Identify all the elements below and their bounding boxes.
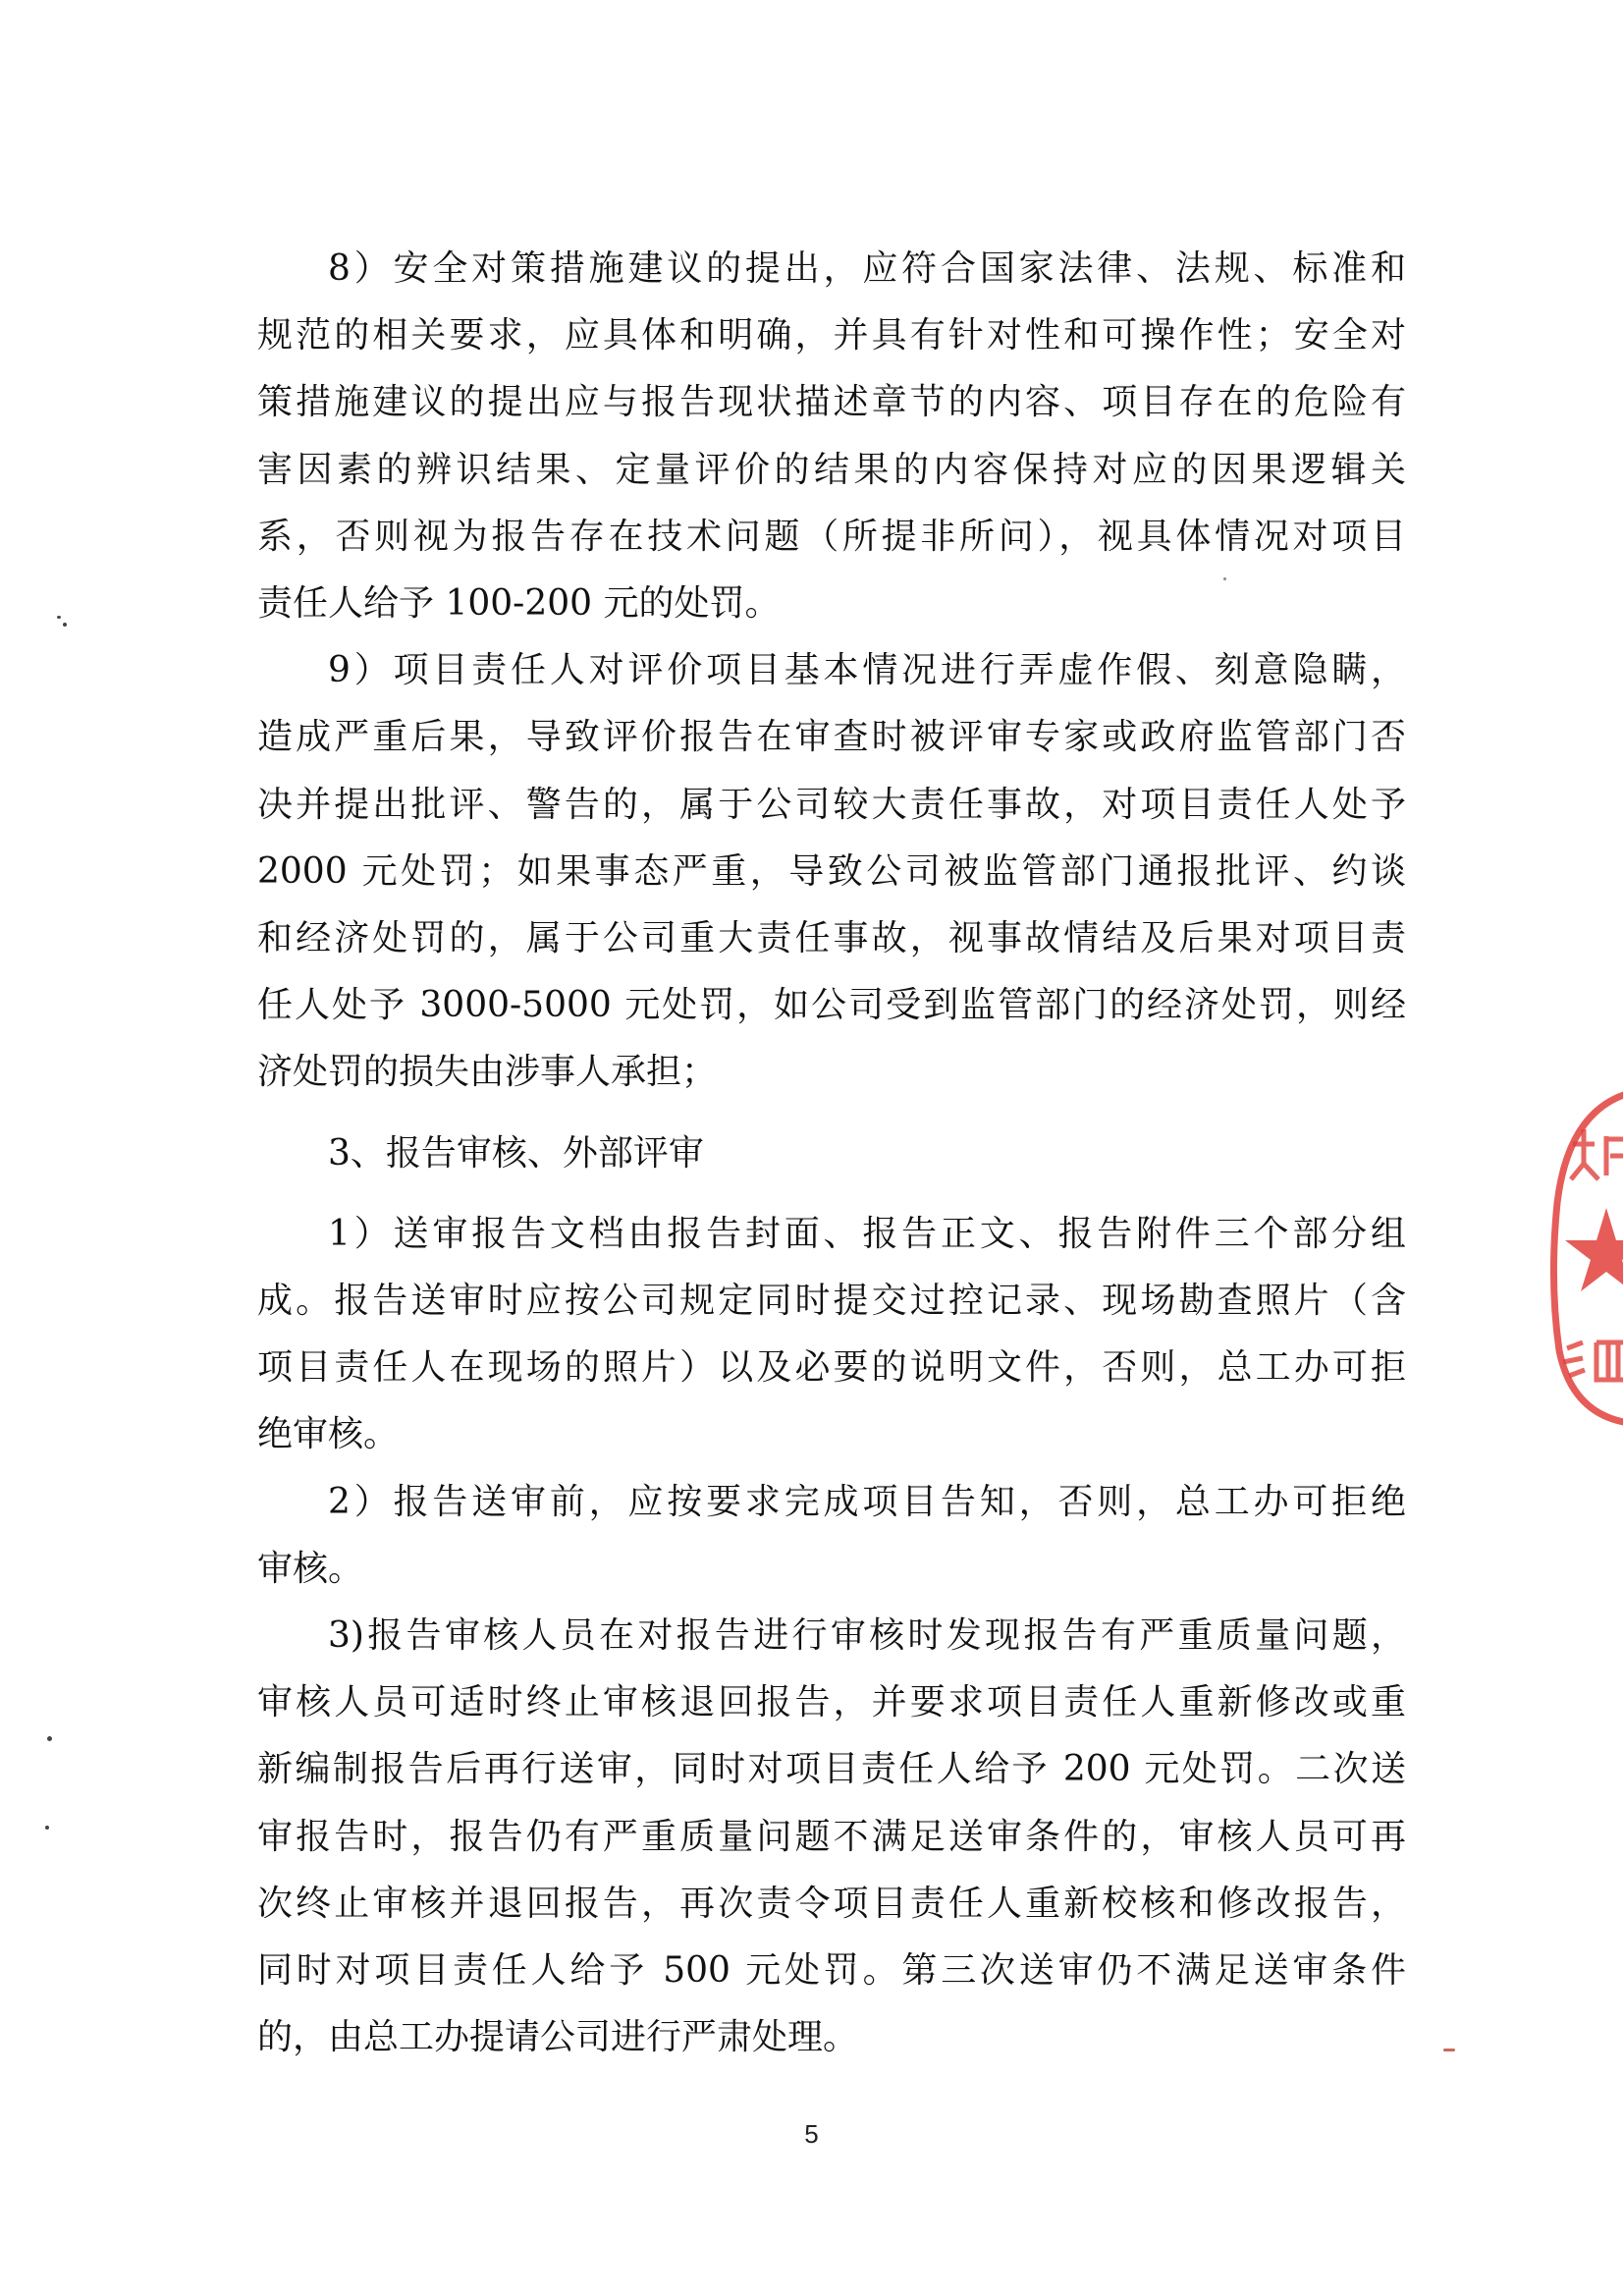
text-line: 规范的相关要求，应具体和明确，并具有针对性和可操作性；安全对 xyxy=(257,315,1406,356)
text-line: 3、报告审核、外部评审 xyxy=(328,1132,704,1174)
paragraph xyxy=(257,1603,1406,2071)
text-line: 8）安全对策措施建议的提出，应符合国家法律、法规、标准和 xyxy=(328,248,1406,289)
section-heading xyxy=(257,1121,1406,1187)
text-line: 次终止审核并退回报告，再次责令项目责任人重新校核和修改报告， xyxy=(257,1883,1406,1924)
scan-speck xyxy=(1223,577,1226,580)
text-line: 和经济处罚的，属于公司重大责任事故，视事故情结及后果对项目责 xyxy=(257,918,1406,959)
text-line: 系，否则视为报告存在技术问题（所提非所问），视具体情况对项目 xyxy=(257,516,1406,557)
text-line: 造成严重后果，导致评价报告在审查时被评审专家或政府监管部门否 xyxy=(257,717,1406,758)
text-line: 责任人给予 100-200 元的处罚。 xyxy=(257,583,781,625)
scan-speck xyxy=(57,616,61,619)
text-line: 同时对项目责任人给予 500 元处罚。第三次送审仍不满足送审条件 xyxy=(257,1950,1406,1992)
text-line: 审核。 xyxy=(257,1548,364,1589)
text-line: 任人处予 3000-5000 元处罚，如公司受到监管部门的经济处罚，则经 xyxy=(257,985,1406,1026)
text-line: 新编制报告后再行送审，同时对项目责任人给予 200 元处罚。二次送 xyxy=(257,1749,1406,1790)
text-line: 2000 元处罚；如果事态严重，导致公司被监管部门通报批评、约谈 xyxy=(257,850,1406,892)
text-line: 3)报告审核人员在对报告进行审核时发现报告有严重质量问题， xyxy=(328,1615,1406,1657)
paragraph xyxy=(257,236,1406,637)
scan-speck xyxy=(47,1736,52,1741)
text-line: 害因素的辨识结果、定量评价的结果的内容保持对应的因果逻辑关 xyxy=(257,449,1406,490)
text-line: 成。报告送审时应按公司规定同时提交过控记录、现场勘查照片（含 xyxy=(257,1281,1406,1322)
text-line: 济处罚的损失由涉事人承担； xyxy=(257,1052,718,1093)
text-line: 绝审核。 xyxy=(257,1414,400,1455)
text-line: 决并提出批评、警告的，属于公司较大责任事故，对项目责任人处予 xyxy=(257,784,1406,825)
text-line: 策措施建议的提出应与报告现状描述章节的内容、项目存在的危险有 xyxy=(257,382,1406,423)
paragraph xyxy=(257,637,1406,1106)
text-line: 审核人员可适时终止审核退回报告，并要求项目责任人重新修改或重 xyxy=(257,1682,1406,1723)
paragraph xyxy=(257,1201,1406,1469)
paragraph xyxy=(257,1469,1406,1603)
company-seal-stamp xyxy=(1549,1085,1623,1429)
text-line: 2）报告送审前，应按要求完成项目告知，否则，总工办可拒绝 xyxy=(328,1481,1406,1522)
scan-speck xyxy=(1443,2049,1455,2051)
scan-speck xyxy=(45,1826,49,1830)
page-number: 5 xyxy=(804,2119,819,2149)
text-line: 1）送审报告文档由报告封面、报告正文、报告附件三个部分组 xyxy=(328,1213,1406,1254)
text-line: 审报告时，报告仍有严重质量问题不满足送审条件的，审核人员可再 xyxy=(257,1816,1406,1857)
text-line: 的，由总工办提请公司进行严肃处理。 xyxy=(257,2017,859,2058)
text-line: 9）项目责任人对评价项目基本情况进行弄虚作假、刻意隐瞒， xyxy=(328,650,1406,691)
document-body xyxy=(257,236,1406,2071)
scan-speck xyxy=(63,623,67,627)
text-line: 项目责任人在现场的照片）以及必要的说明文件，否则，总工办可拒 xyxy=(257,1347,1406,1389)
